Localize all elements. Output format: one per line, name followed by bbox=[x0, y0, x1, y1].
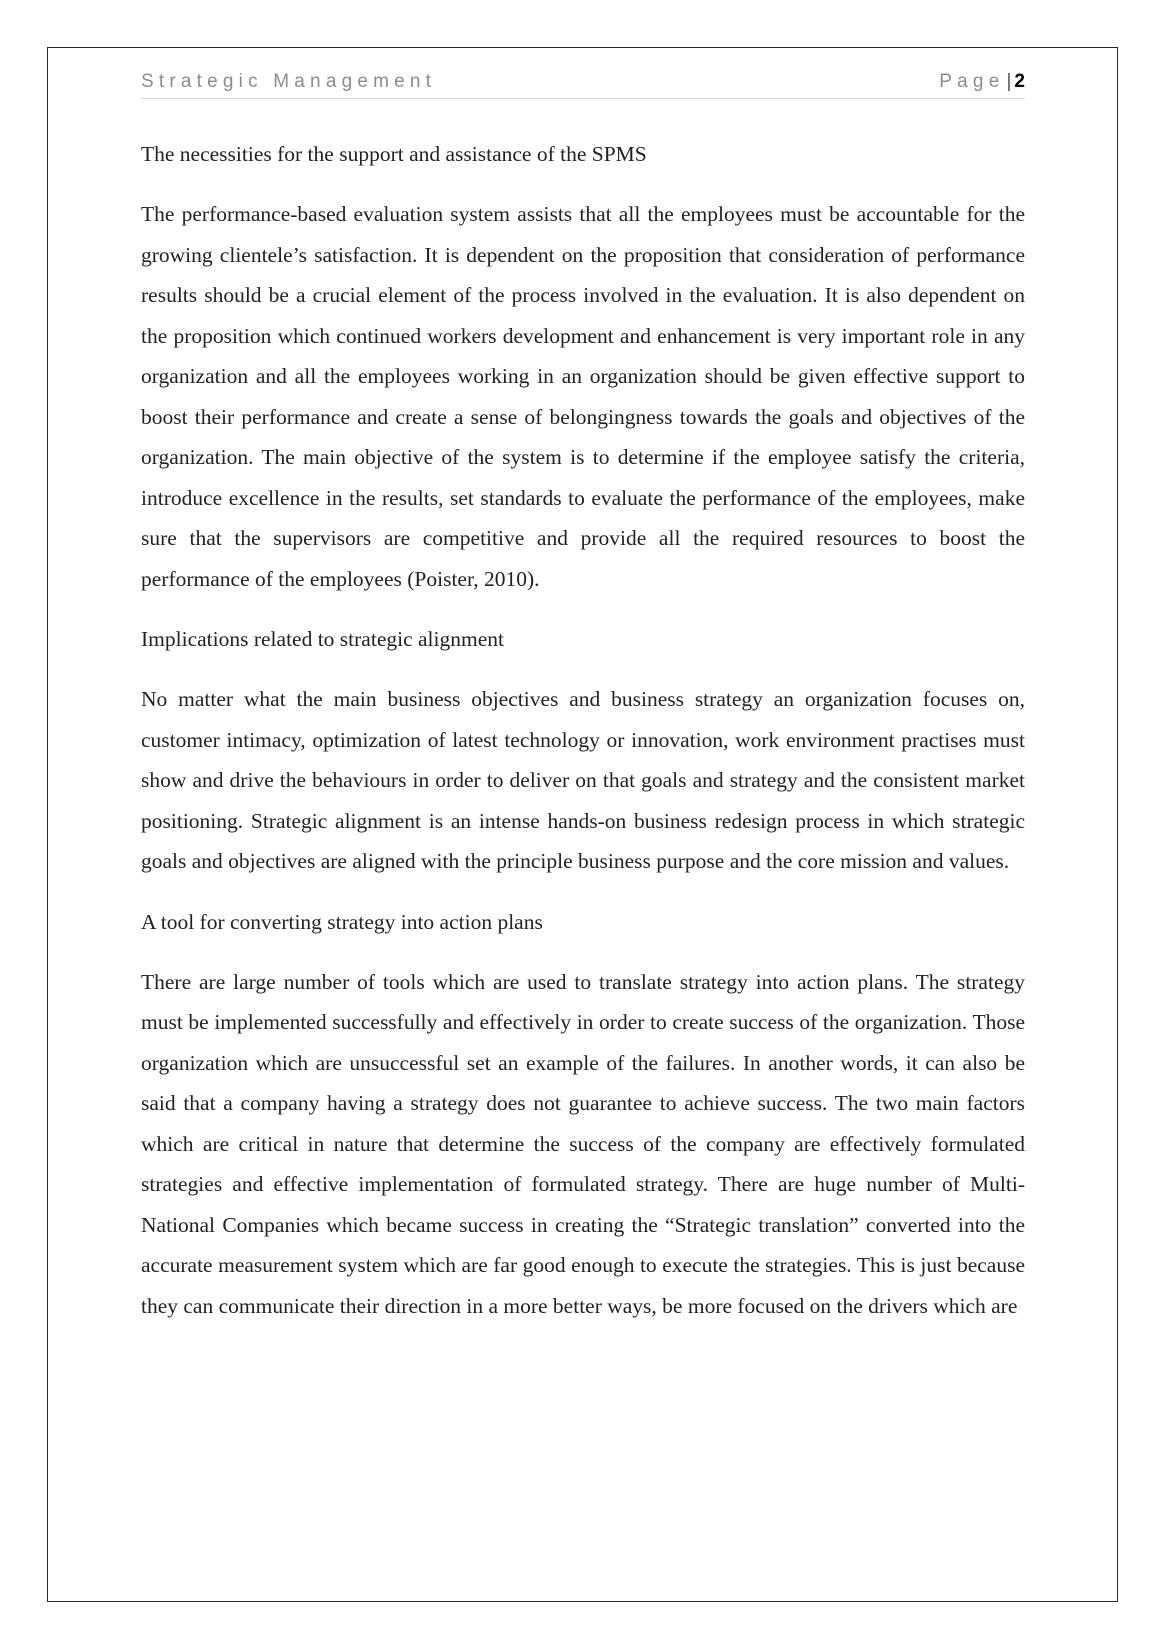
section-heading-action-plans: A tool for converting strategy into action plans bbox=[141, 909, 543, 934]
section-paragraph-spms-support: The performance-based evaluation system assists that all the employees must be accountable for the growing clientele’s satisfaction. It is dependent on the proposition that consideration of performance results should be a crucial element of the process involved in the evaluation. It is also dependent on the proposition which continued workers development and enhancement is very important role in any organization and all the employees working in an organization should be given effective support to boost their performance and create a sense of belongingness towards the goals and objectives of the organization. The main objective of the system is to determine if the employee satisfy the criteria, introduce excellence in the results, set standards to evaluate the performance of the employees, make sure that the supervisors are competitive and provide all the required resources to boost the performance of the employees (Poister, 2010). bbox=[141, 202, 1025, 591]
section-heading-strategic-alignment: Implications related to strategic alignment bbox=[141, 627, 504, 651]
section-paragraph-action-plans: There are large number of tools which are used to translate strategy into action plans. The strategy must be implemented successfully and effectively in order to create success of the organization. Those organization which are unsuccessful set an example of the failures. In another words, it can also be said that a company having a strategy does not guarantee to achieve success. The two main factors which are critical in nature that determine the success of the company are effectively formulated strategies and effective implementation of formulated strategy. There are huge number of Multi-National Companies which became success in creating the “Strategic translation” converted into the accurate measurement system which are far good enough to execute the strategies. This is just because they can communicate their direction in a more better ways, be more focused on the drivers which are bbox=[141, 969, 1025, 1318]
page-label: Page bbox=[939, 71, 1005, 92]
document-body bbox=[141, 139, 1025, 1326]
section-heading-spms-support: The necessities for the support and assistance of the SPMS bbox=[141, 142, 647, 166]
page-separator: | bbox=[1006, 71, 1012, 92]
header-title: Strategic Management bbox=[141, 71, 437, 92]
page-number-block bbox=[939, 71, 1025, 93]
section-paragraph-strategic-alignment: No matter what the main business objectives and business strategy an organization focuses on, customer intimacy, optimization of latest technology or innovation, work environment practises must show and drive the behaviours in order to deliver on that goals and strategy and the consistent market positioning. Strategic alignment is an intense hands-on business redesign process in which strategic goals and objectives are aligned with the principle business purpose and the core mission and values. bbox=[141, 687, 1025, 873]
page-number: 2 bbox=[1014, 71, 1025, 92]
page-header bbox=[141, 70, 1025, 99]
